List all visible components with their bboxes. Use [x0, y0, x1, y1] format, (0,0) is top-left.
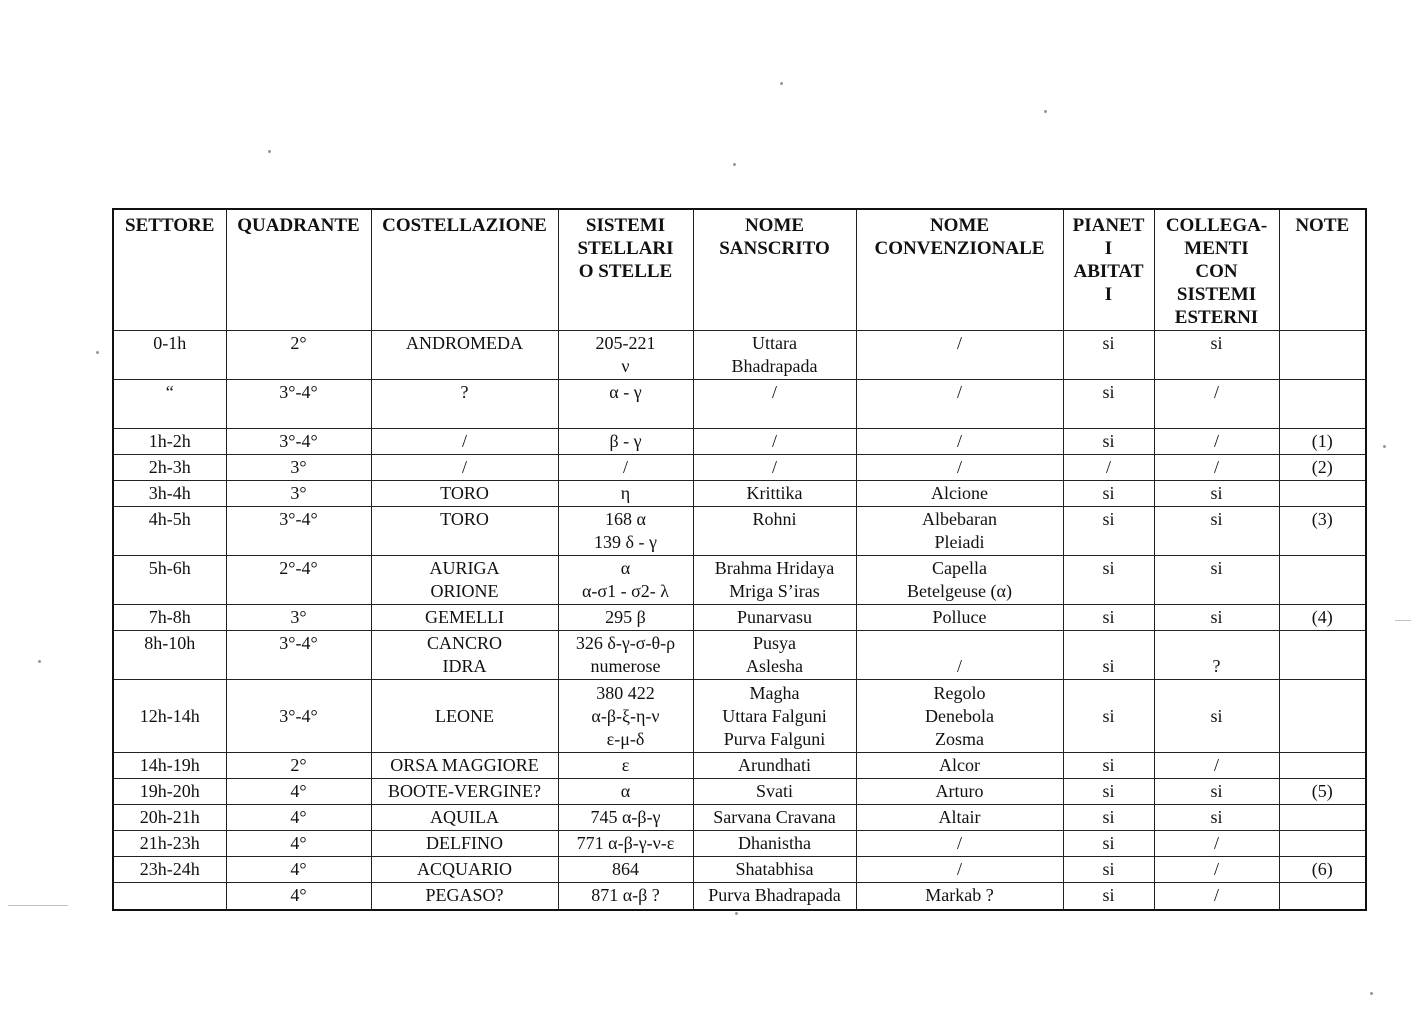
cell-sanscrito: Arundhati: [693, 753, 856, 779]
cell-sistemi: β - γ: [558, 429, 693, 455]
cell-note: (2): [1279, 455, 1366, 481]
cell-note: (5): [1279, 779, 1366, 805]
header-sistemi-stellari: SISTEMI STELLARI O STELLE: [558, 209, 693, 331]
cell-sistemi: 168 α 139 δ - γ: [558, 507, 693, 556]
cell-sanscrito: Shatabhisa: [693, 857, 856, 883]
cell-collegamenti: si: [1154, 507, 1279, 556]
cell-collegamenti: si: [1154, 556, 1279, 605]
cell-quadrante: 4°: [226, 857, 371, 883]
cell-sistemi: 745 α-β-γ: [558, 805, 693, 831]
cell-settore: 19h-20h: [113, 779, 226, 805]
table-row: [113, 631, 1366, 680]
cell-pianeti: si: [1063, 380, 1154, 429]
cell-costellazione: CANCRO IDRA: [371, 631, 558, 680]
cell-collegamenti: /: [1154, 883, 1279, 911]
table-row: [113, 680, 1366, 753]
cell-note: [1279, 556, 1366, 605]
cell-settore: 21h-23h: [113, 831, 226, 857]
scan-speck: [1383, 445, 1386, 448]
scan-speck: [96, 351, 99, 354]
cell-sanscrito: /: [693, 380, 856, 429]
cell-sistemi: 205-221 ν: [558, 331, 693, 380]
header-row: [113, 209, 1366, 331]
cell-collegamenti: /: [1154, 380, 1279, 429]
cell-note: (6): [1279, 857, 1366, 883]
cell-collegamenti: si: [1154, 605, 1279, 631]
cell-settore: [113, 883, 226, 911]
cell-costellazione: DELFINO: [371, 831, 558, 857]
cell-sistemi: 380 422 α-β-ξ-η-ν ε-μ-δ: [558, 680, 693, 753]
cell-convenzionale: /: [856, 455, 1063, 481]
cell-quadrante: 3°: [226, 605, 371, 631]
cell-sanscrito: Uttara Bhadrapada: [693, 331, 856, 380]
cell-settore: 8h-10h: [113, 631, 226, 680]
header-quadrante: QUADRANTE: [226, 209, 371, 331]
cell-convenzionale: Polluce: [856, 605, 1063, 631]
table-row: [113, 481, 1366, 507]
cell-sistemi: α: [558, 779, 693, 805]
cell-quadrante: 3°-4°: [226, 380, 371, 429]
cell-settore: 12h-14h: [113, 680, 226, 753]
cell-note: [1279, 831, 1366, 857]
cell-costellazione: TORO: [371, 507, 558, 556]
table-row: [113, 857, 1366, 883]
cell-settore: 1h-2h: [113, 429, 226, 455]
header-collegamenti: COLLEGA- MENTI CON SISTEMI ESTERNI: [1154, 209, 1279, 331]
cell-costellazione: ?: [371, 380, 558, 429]
cell-convenzionale: Regolo Denebola Zosma: [856, 680, 1063, 753]
scan-speck: [735, 912, 738, 915]
cell-settore: 3h-4h: [113, 481, 226, 507]
scan-speck: [780, 82, 783, 85]
cell-quadrante: 3°: [226, 455, 371, 481]
cell-sanscrito: Brahma Hridaya Mriga S’iras: [693, 556, 856, 605]
scan-speck: [733, 163, 736, 166]
cell-convenzionale: Arturo: [856, 779, 1063, 805]
cell-quadrante: 3°-4°: [226, 680, 371, 753]
cell-sistemi: η: [558, 481, 693, 507]
table-row: [113, 429, 1366, 455]
cell-quadrante: 3°: [226, 481, 371, 507]
cell-settore: 4h-5h: [113, 507, 226, 556]
cell-collegamenti: /: [1154, 455, 1279, 481]
cell-collegamenti: /: [1154, 753, 1279, 779]
cell-collegamenti: ?: [1154, 631, 1279, 680]
cell-pianeti: si: [1063, 331, 1154, 380]
table-row: [113, 805, 1366, 831]
cell-settore: 7h-8h: [113, 605, 226, 631]
cell-settore: 20h-21h: [113, 805, 226, 831]
cell-collegamenti: /: [1154, 831, 1279, 857]
cell-pianeti: si: [1063, 556, 1154, 605]
cell-sistemi: α - γ: [558, 380, 693, 429]
cell-quadrante: 4°: [226, 805, 371, 831]
cell-pianeti: /: [1063, 455, 1154, 481]
cell-note: [1279, 753, 1366, 779]
cell-sanscrito: Pusya Aslesha: [693, 631, 856, 680]
cell-settore: 14h-19h: [113, 753, 226, 779]
cell-quadrante: 4°: [226, 779, 371, 805]
cell-sanscrito: Punarvasu: [693, 605, 856, 631]
header-settore: SETTORE: [113, 209, 226, 331]
cell-pianeti: si: [1063, 779, 1154, 805]
cell-sanscrito: Sarvana Cravana: [693, 805, 856, 831]
cell-note: [1279, 331, 1366, 380]
cell-convenzionale: /: [856, 831, 1063, 857]
header-nome-sanscrito: NOME SANSCRITO: [693, 209, 856, 331]
cell-pianeti: si: [1063, 481, 1154, 507]
cell-quadrante: 3°-4°: [226, 507, 371, 556]
cell-convenzionale: /: [856, 429, 1063, 455]
scan-speck: [268, 150, 271, 153]
cell-collegamenti: si: [1154, 680, 1279, 753]
cell-convenzionale: Alcor: [856, 753, 1063, 779]
table-row: [113, 779, 1366, 805]
cell-pianeti: si: [1063, 429, 1154, 455]
cell-collegamenti: /: [1154, 429, 1279, 455]
cell-convenzionale: /: [856, 857, 1063, 883]
cell-sistemi: 771 α-β-γ-ν-ε: [558, 831, 693, 857]
cell-pianeti: si: [1063, 507, 1154, 556]
cell-collegamenti: si: [1154, 805, 1279, 831]
cell-sanscrito: Krittika: [693, 481, 856, 507]
scan-speck: [1044, 110, 1047, 113]
table-row: [113, 380, 1366, 429]
table-row: [113, 507, 1366, 556]
cell-sanscrito: Magha Uttara Falguni Purva Falguni: [693, 680, 856, 753]
cell-pianeti: si: [1063, 831, 1154, 857]
cell-note: [1279, 883, 1366, 911]
cell-sanscrito: /: [693, 429, 856, 455]
cell-convenzionale: Albebaran Pleiadi: [856, 507, 1063, 556]
cell-settore: 5h-6h: [113, 556, 226, 605]
cell-sistemi: ε: [558, 753, 693, 779]
cell-note: [1279, 680, 1366, 753]
cell-convenzionale: /: [856, 631, 1063, 680]
cell-pianeti: si: [1063, 753, 1154, 779]
cell-pianeti: si: [1063, 883, 1154, 911]
cell-costellazione: ORSA MAGGIORE: [371, 753, 558, 779]
header-pianeti-abitati: PIANET I ABITAT I: [1063, 209, 1154, 331]
scan-line: [8, 905, 68, 906]
cell-sanscrito: Rohni: [693, 507, 856, 556]
cell-pianeti: si: [1063, 857, 1154, 883]
cell-convenzionale: Alcione: [856, 481, 1063, 507]
cell-costellazione: PEGASO?: [371, 883, 558, 911]
cell-note: [1279, 805, 1366, 831]
cell-pianeti: si: [1063, 605, 1154, 631]
cell-pianeti: si: [1063, 805, 1154, 831]
star-systems-table: [112, 208, 1367, 911]
cell-sanscrito: Dhanistha: [693, 831, 856, 857]
cell-note: (1): [1279, 429, 1366, 455]
cell-quadrante: 2°: [226, 331, 371, 380]
scan-line: [1395, 620, 1411, 621]
cell-costellazione: BOOTE-VERGINE?: [371, 779, 558, 805]
cell-costellazione: TORO: [371, 481, 558, 507]
cell-note: (4): [1279, 605, 1366, 631]
cell-settore: “: [113, 380, 226, 429]
cell-settore: 23h-24h: [113, 857, 226, 883]
cell-sanscrito: Purva Bhadrapada: [693, 883, 856, 911]
table-row: [113, 556, 1366, 605]
cell-sistemi: 295 β: [558, 605, 693, 631]
table-row: [113, 883, 1366, 911]
cell-costellazione: /: [371, 455, 558, 481]
cell-sanscrito: /: [693, 455, 856, 481]
cell-quadrante: 4°: [226, 883, 371, 911]
header-note: NOTE: [1279, 209, 1366, 331]
cell-pianeti: si: [1063, 680, 1154, 753]
scan-speck: [38, 660, 41, 663]
cell-costellazione: GEMELLI: [371, 605, 558, 631]
cell-collegamenti: si: [1154, 331, 1279, 380]
cell-costellazione: LEONE: [371, 680, 558, 753]
cell-costellazione: AURIGA ORIONE: [371, 556, 558, 605]
cell-collegamenti: /: [1154, 857, 1279, 883]
cell-quadrante: 4°: [226, 831, 371, 857]
cell-note: [1279, 481, 1366, 507]
cell-sistemi: 326 δ-γ-σ-θ-ρ numerose: [558, 631, 693, 680]
cell-quadrante: 2°-4°: [226, 556, 371, 605]
cell-settore: 2h-3h: [113, 455, 226, 481]
cell-sistemi: 871 α-β ?: [558, 883, 693, 911]
cell-quadrante: 3°-4°: [226, 429, 371, 455]
cell-note: (3): [1279, 507, 1366, 556]
cell-sistemi: α α-σ1 - σ2- λ: [558, 556, 693, 605]
table-row: [113, 831, 1366, 857]
cell-costellazione: ANDROMEDA: [371, 331, 558, 380]
cell-costellazione: /: [371, 429, 558, 455]
table-row: [113, 331, 1366, 380]
cell-convenzionale: /: [856, 331, 1063, 380]
cell-costellazione: ACQUARIO: [371, 857, 558, 883]
cell-collegamenti: si: [1154, 481, 1279, 507]
cell-costellazione: AQUILA: [371, 805, 558, 831]
cell-note: [1279, 380, 1366, 429]
cell-quadrante: 2°: [226, 753, 371, 779]
scan-speck: [1370, 992, 1373, 995]
cell-convenzionale: /: [856, 380, 1063, 429]
cell-collegamenti: si: [1154, 779, 1279, 805]
cell-note: [1279, 631, 1366, 680]
table-row: [113, 753, 1366, 779]
cell-convenzionale: Capella Betelgeuse (α): [856, 556, 1063, 605]
header-costellazione: COSTELLAZIONE: [371, 209, 558, 331]
cell-convenzionale: Markab ?: [856, 883, 1063, 911]
table-row: [113, 605, 1366, 631]
cell-convenzionale: Altair: [856, 805, 1063, 831]
table-row: [113, 455, 1366, 481]
cell-sanscrito: Svati: [693, 779, 856, 805]
header-nome-convenzionale: NOME CONVENZIONALE: [856, 209, 1063, 331]
cell-settore: 0-1h: [113, 331, 226, 380]
cell-pianeti: si: [1063, 631, 1154, 680]
cell-quadrante: 3°-4°: [226, 631, 371, 680]
cell-sistemi: /: [558, 455, 693, 481]
cell-sistemi: 864: [558, 857, 693, 883]
